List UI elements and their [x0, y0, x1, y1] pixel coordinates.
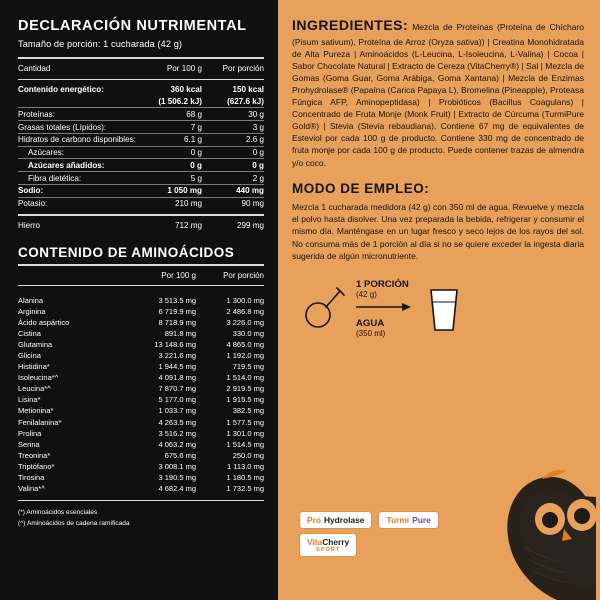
certification-badges — [300, 512, 438, 556]
badge-row-2 — [300, 534, 438, 556]
arrow-icon — [356, 302, 414, 312]
col-per-portion: Por porción — [222, 64, 264, 74]
amino-per-portion: 1 915.5 mg — [226, 395, 264, 405]
glass-icon — [424, 284, 464, 332]
row-per-portion: 0 g — [202, 146, 264, 159]
amino-name: Alanina — [18, 295, 44, 305]
row-per-100g: 68 g — [140, 108, 202, 121]
divider — [18, 285, 264, 286]
row-per-100g: 7 g — [140, 121, 202, 134]
table-row — [18, 133, 264, 146]
row-label: Grasas totales (Lípidos): — [18, 121, 140, 134]
amino-per-100g: 3 008.1 mg — [158, 461, 196, 471]
amino-per-100g: 675.6 mg — [164, 450, 196, 460]
table-row — [18, 361, 264, 372]
row-per-100g: 0 g — [140, 146, 202, 159]
badge-prefix: Turmi — [386, 515, 410, 525]
amino-name: Triptófano* — [18, 461, 55, 471]
table-row — [18, 159, 264, 172]
table-row — [18, 417, 264, 428]
table-row — [18, 146, 264, 159]
amino-name: Histidina* — [18, 362, 50, 372]
table-row — [18, 461, 264, 472]
amino-per-portion: 4 865.0 mg — [226, 339, 264, 349]
amino-col-per-100g: Por 100 g — [161, 271, 196, 281]
ingredients-block — [292, 16, 584, 169]
amino-per-portion: 3 226.0 mg — [226, 317, 264, 327]
row-per-portion: 90 mg — [241, 199, 264, 209]
row-label: Proteínas: — [18, 108, 140, 121]
row-per-100g: (1 506.2 kJ) — [140, 96, 202, 108]
amino-per-100g: 4 682.4 mg — [158, 484, 196, 494]
divider — [18, 264, 264, 266]
table-row — [18, 185, 264, 198]
amino-per-100g: 3 190.5 mg — [158, 473, 196, 483]
amino-per-100g: 3 513.5 mg — [158, 295, 196, 305]
table-row — [18, 472, 264, 483]
row-label: Azúcares añadidos: — [18, 159, 140, 172]
table-row — [18, 108, 264, 121]
table-row — [18, 350, 264, 361]
amino-per-portion: 1 577.5 mg — [226, 417, 264, 427]
footnote-essential: (*) Aminoácidos esenciales — [18, 509, 98, 517]
row-label: Fibra dietética: — [18, 172, 140, 185]
amino-per-portion: 1 180.5 mg — [226, 473, 264, 483]
row-per-100g: 1 050 mg — [140, 185, 202, 198]
row-per-portion: 30 g — [202, 108, 264, 121]
amino-per-100g: 1 944.5 mg — [158, 362, 196, 372]
amino-per-portion: 382.5 mg — [232, 406, 264, 416]
owl-illustration — [446, 435, 600, 600]
table-row — [18, 96, 264, 108]
amino-name: Arginina — [18, 306, 46, 316]
footnotes — [18, 508, 264, 529]
scoop-icon — [304, 285, 346, 331]
badge-prefix: Pro — [307, 515, 321, 525]
badge-prefix: Vita — [307, 537, 323, 547]
table-row — [18, 439, 264, 450]
usage-diagram — [292, 279, 584, 338]
amino-per-100g: 5 177.0 mg — [158, 395, 196, 405]
amino-name: Leucina*^ — [18, 384, 51, 394]
turmipure-badge — [379, 512, 437, 528]
col-per-100g: Por 100 g — [166, 64, 202, 74]
amino-per-100g: 891.8 mg — [164, 328, 196, 338]
amino-per-portion: 1 300.0 mg — [226, 295, 264, 305]
vitacherry-badge — [300, 534, 356, 556]
table-row — [18, 328, 264, 339]
row-per-portion: 150 kcal — [232, 85, 264, 95]
amino-name: Treonina* — [18, 450, 51, 460]
portion-size: Tamaño de porción: 1 cucharada (42 g) — [18, 39, 183, 49]
row-per-portion: 2.6 g — [202, 133, 264, 146]
row-per-portion: 440 mg — [202, 185, 264, 198]
row-label: Hidratos de carbono disponibles: — [18, 133, 140, 146]
amino-per-100g: 4 063.2 mg — [158, 439, 196, 449]
divider — [18, 57, 264, 59]
table-header-row — [18, 63, 264, 75]
water-value: (350 ml) — [356, 328, 386, 338]
amino-name: Lisina* — [18, 395, 41, 405]
amino-per-100g: 4 263.5 mg — [158, 417, 196, 427]
amino-name: Glutamina — [18, 339, 53, 349]
ingredients-body: Mezcla de Proteínas (Proteína de Chícharo (Pisum sativum), Proteína de Arroz (Oryza sativa)) | Creatina Monohidratada de Alta Pureza | Aminoácidos (L-Leucina, L-Isoleucina, L-Valina) | Cocoa | Sabor Chocolate Natural | Extracto de Cereza (VitaCherry®) | Sal | Mezcla de Gomas (Goma Guar, Goma Arábiga, Goma Xantana) | Mezcla de Enzimas Prohydrolase® (Papaína (Carica Papaya L), Bromelina (Pineapple), Proteasa Fúngica AFP, Aminopeptidasa) | Probióticos (Bacillus Coagulans) | Concentrado de Fruta Monje (Monk Fruit) | Extracto de Cúrcuma (TurmiPure Gold®) | Stevia (Stevia rebaudiana). Contiene 67 mg de equivalentes de Esteviol por cada 100 g de producto. Contiene 330 mg de concentrado de fruta monje por cada 100 g de producto. Puede contener trazas de almendra y/o coco. — [292, 22, 584, 168]
table-row — [18, 84, 264, 96]
amino-col-name — [18, 270, 126, 281]
row-per-portion: (627.6 kJ) — [202, 96, 264, 108]
amino-per-portion: 2 486.8 mg — [226, 306, 264, 316]
col-amount: Cantidad — [18, 64, 51, 74]
amino-name: Tirosina — [18, 473, 45, 483]
amino-name: Valina*^ — [18, 484, 45, 494]
table-row — [18, 317, 264, 328]
row-label — [18, 96, 140, 108]
table-row — [18, 383, 264, 394]
row-per-portion: 2 g — [202, 172, 264, 185]
amino-name: Serina — [18, 439, 40, 449]
amino-name: Cistina — [18, 328, 41, 338]
ingredients-title: INGREDIENTES: — [292, 17, 409, 33]
table-row — [18, 339, 264, 350]
row-per-100g: 210 mg — [175, 199, 202, 209]
amino-per-portion: 1 732.5 mg — [226, 484, 264, 494]
divider — [18, 79, 264, 80]
usage-labels — [356, 279, 414, 338]
info-panel — [278, 0, 600, 600]
table-row — [18, 172, 264, 185]
amino-per-portion: 1 192.0 mg — [226, 350, 264, 360]
amino-per-100g: 1 033.7 mg — [158, 406, 196, 416]
divider — [18, 500, 264, 501]
amino-name: Isoleucina*^ — [18, 373, 59, 383]
row-per-100g: 5 g — [140, 172, 202, 185]
badge-row-1 — [300, 512, 438, 528]
amino-col-per-portion: Por porción — [223, 271, 264, 281]
table-row — [18, 450, 264, 461]
table-row — [18, 428, 264, 439]
table-row — [18, 372, 264, 383]
amino-per-100g: 8 718.9 mg — [158, 317, 196, 327]
amino-name: Ácido aspártico — [18, 317, 70, 327]
badge-suffix: Hydrolase — [323, 515, 365, 525]
row-label: Hierro — [18, 220, 41, 230]
amino-per-portion: 330.0 mg — [232, 328, 264, 338]
badge-suffix: Pure — [412, 515, 431, 525]
usage-title: MODO DE EMPLEO: — [292, 180, 430, 196]
row-per-100g: 360 kcal — [170, 85, 202, 95]
amino-header-row — [18, 270, 264, 281]
usage-body: Mezcla 1 cucharada medidora (42 g) con 350 ml de agua. Revuelve y mezcla el polvo hasta disolver. Una vez preparada la bebida, refrigerar y consumir el mismo día. Manténgase en un lugar fresco y seco lejos de los rayos del sol. No consuma más de 1 porción al día si no se quiere exceder la ingesta diaria sugerida de algún micronutriente. — [292, 201, 584, 262]
amino-per-portion: 1 113.0 mg — [227, 461, 264, 471]
portion-value: (42 g) — [356, 289, 377, 299]
table-row — [18, 197, 264, 209]
amino-per-portion: 1 514.5 mg — [226, 439, 264, 449]
nutrition-panel — [0, 0, 278, 600]
table-row — [18, 394, 264, 405]
table-row — [18, 405, 264, 416]
row-per-portion: 0 g — [202, 159, 264, 172]
table-row — [18, 121, 264, 134]
amino-table — [18, 270, 264, 494]
amino-per-100g: 7 870.7 mg — [158, 384, 196, 394]
table-row — [18, 306, 264, 317]
amino-per-portion: 2 919.5 mg — [226, 384, 264, 394]
amino-name: Glicina — [18, 350, 41, 360]
row-per-100g: 6.1 g — [140, 133, 202, 146]
amino-per-100g: 13 148.6 mg — [154, 339, 196, 349]
row-per-portion: 299 mg — [237, 220, 264, 230]
table-row — [18, 483, 264, 494]
water-label: AGUA — [356, 317, 385, 329]
amino-per-100g: 6 719.9 mg — [158, 306, 196, 316]
row-per-100g: 0 g — [140, 159, 202, 172]
row-label: Contenido energético: — [18, 85, 104, 95]
divider — [18, 214, 264, 216]
footnote-bcaa: (^) Aminoácidos de cadena ramificada — [18, 520, 130, 528]
nutrition-table — [18, 63, 264, 231]
badge-suffix: Cherry — [322, 537, 350, 547]
row-label: Sodio: — [18, 185, 140, 198]
table-row — [18, 220, 264, 232]
badge-subtext: SPORT — [315, 547, 341, 553]
amino-name: Metionina* — [18, 406, 54, 416]
amino-per-100g: 3 516.2 mg — [158, 428, 196, 438]
amino-per-100g: 3 221.6 mg — [158, 350, 196, 360]
amino-per-portion: 1 301.0 mg — [226, 428, 264, 438]
row-per-100g: 712 mg — [175, 220, 202, 230]
row-label: Azúcares: — [18, 146, 140, 159]
portion-label: 1 PORCIÓN — [356, 278, 409, 290]
amino-section-title: CONTENIDO DE AMINOÁCIDOS — [18, 245, 235, 261]
amino-per-100g: 4 091.8 mg — [158, 373, 196, 383]
amino-per-portion: 1 514.0 mg — [226, 373, 264, 383]
table-row — [18, 294, 264, 305]
row-label: Potasio: — [18, 199, 48, 209]
amino-name: Fenilalanina* — [18, 417, 62, 427]
page-title: DECLARACIÓN NUTRIMENTAL — [18, 18, 247, 34]
amino-per-portion: 250.0 mg — [232, 450, 264, 460]
prohydrolase-badge — [300, 512, 371, 528]
amino-name: Prolina — [18, 428, 42, 438]
amino-per-portion: 719.5 mg — [232, 362, 264, 372]
row-per-portion: 3 g — [202, 121, 264, 134]
